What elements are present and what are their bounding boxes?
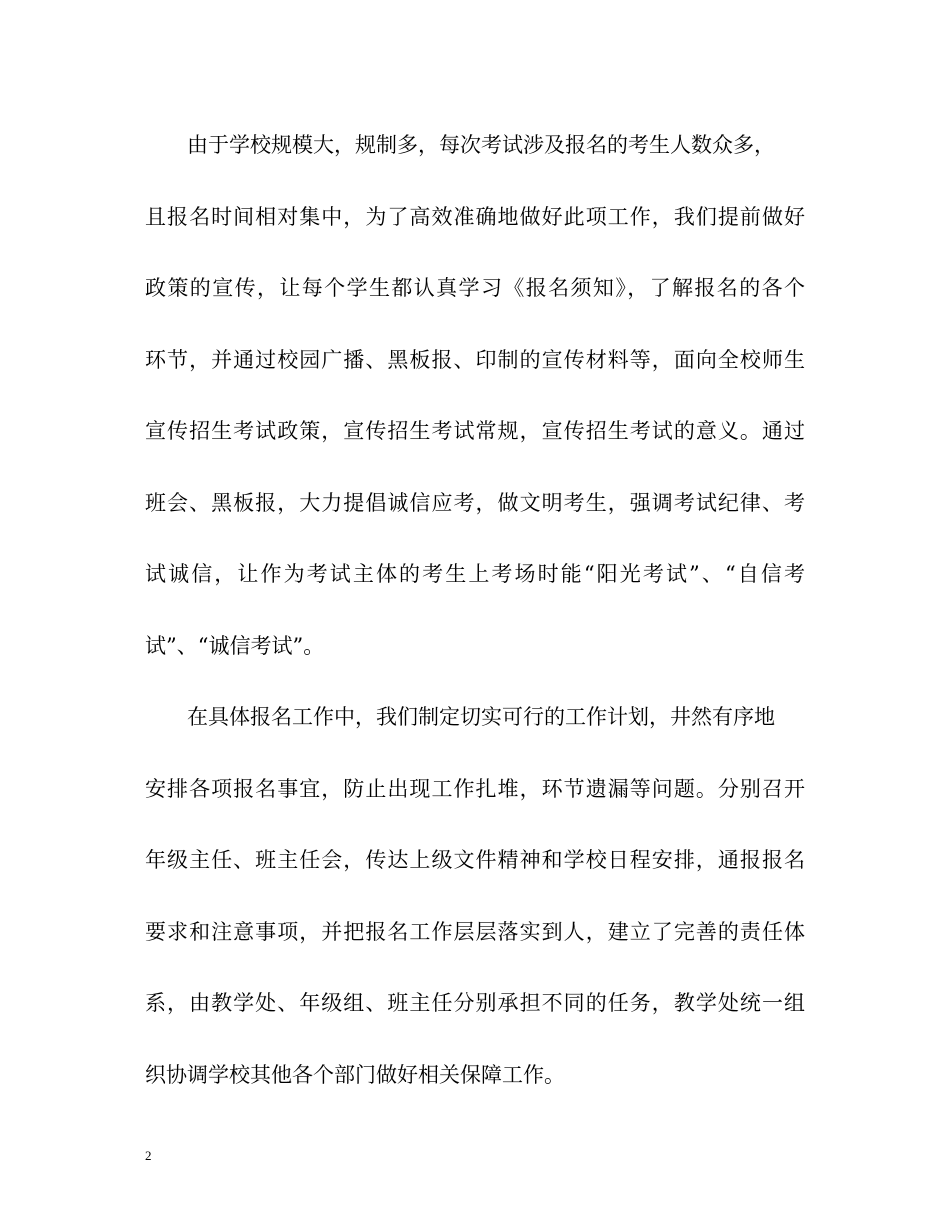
paragraph-1-line-5: 宣传招生考试政策，宣传招生考试常规，宣传招生考试的意义。通过	[145, 419, 805, 443]
paragraph-2-line-5: 系，由教学处、年级组、班主任分别承担不同的任务，教学处统一组	[145, 991, 805, 1015]
paragraph-1-line-2: 且报名时间相对集中，为了高效准确地做好此项工作，我们提前做好	[145, 204, 805, 229]
paragraph-2-line-1: 在具体报名工作中，我们制定切实可行的工作计划，井然有序地	[187, 705, 775, 729]
paragraph-1-line-6: 班会、黑板报，大力提倡诚信应考，做文明考生，强调考试纪律、考	[145, 490, 805, 515]
paragraph-1-line-1: 由于学校规模大，规制多，每次考试涉及报名的考生人数众多，	[187, 133, 775, 157]
paragraph-2-line-4: 要求和注意事项，并把报名工作层层落实到人，建立了完善的责任体	[145, 919, 805, 944]
paragraph-2-line-3: 年级主任、班主任会，传达上级文件精神和学校日程安排，通报报名	[145, 848, 805, 872]
page-number: 2	[145, 1148, 152, 1163]
paragraph-1-line-4: 环节，并通过校园广播、黑板报、印制的宣传材料等，面向全校师生	[145, 347, 805, 372]
paragraph-1-line-8: 试”、“诚信考试”。	[145, 633, 325, 658]
paragraph-1-line-3: 政策的宣传，让每个学生都认真学习《报名须知》，了解报名的各个	[145, 276, 805, 300]
body-text	[145, 120, 805, 1121]
paragraph-2-line-2: 安排各项报名事宜，防止出现工作扎堆，环节遗漏等问题。分别召开	[145, 776, 805, 801]
paragraph-1-line-7: 试诚信，让作为考试主体的考生上考场时能“阳光考试”、“自信考	[145, 562, 805, 586]
paragraph-2-line-6: 织协调学校其他各个部门做好相关保障工作。	[145, 1062, 565, 1087]
